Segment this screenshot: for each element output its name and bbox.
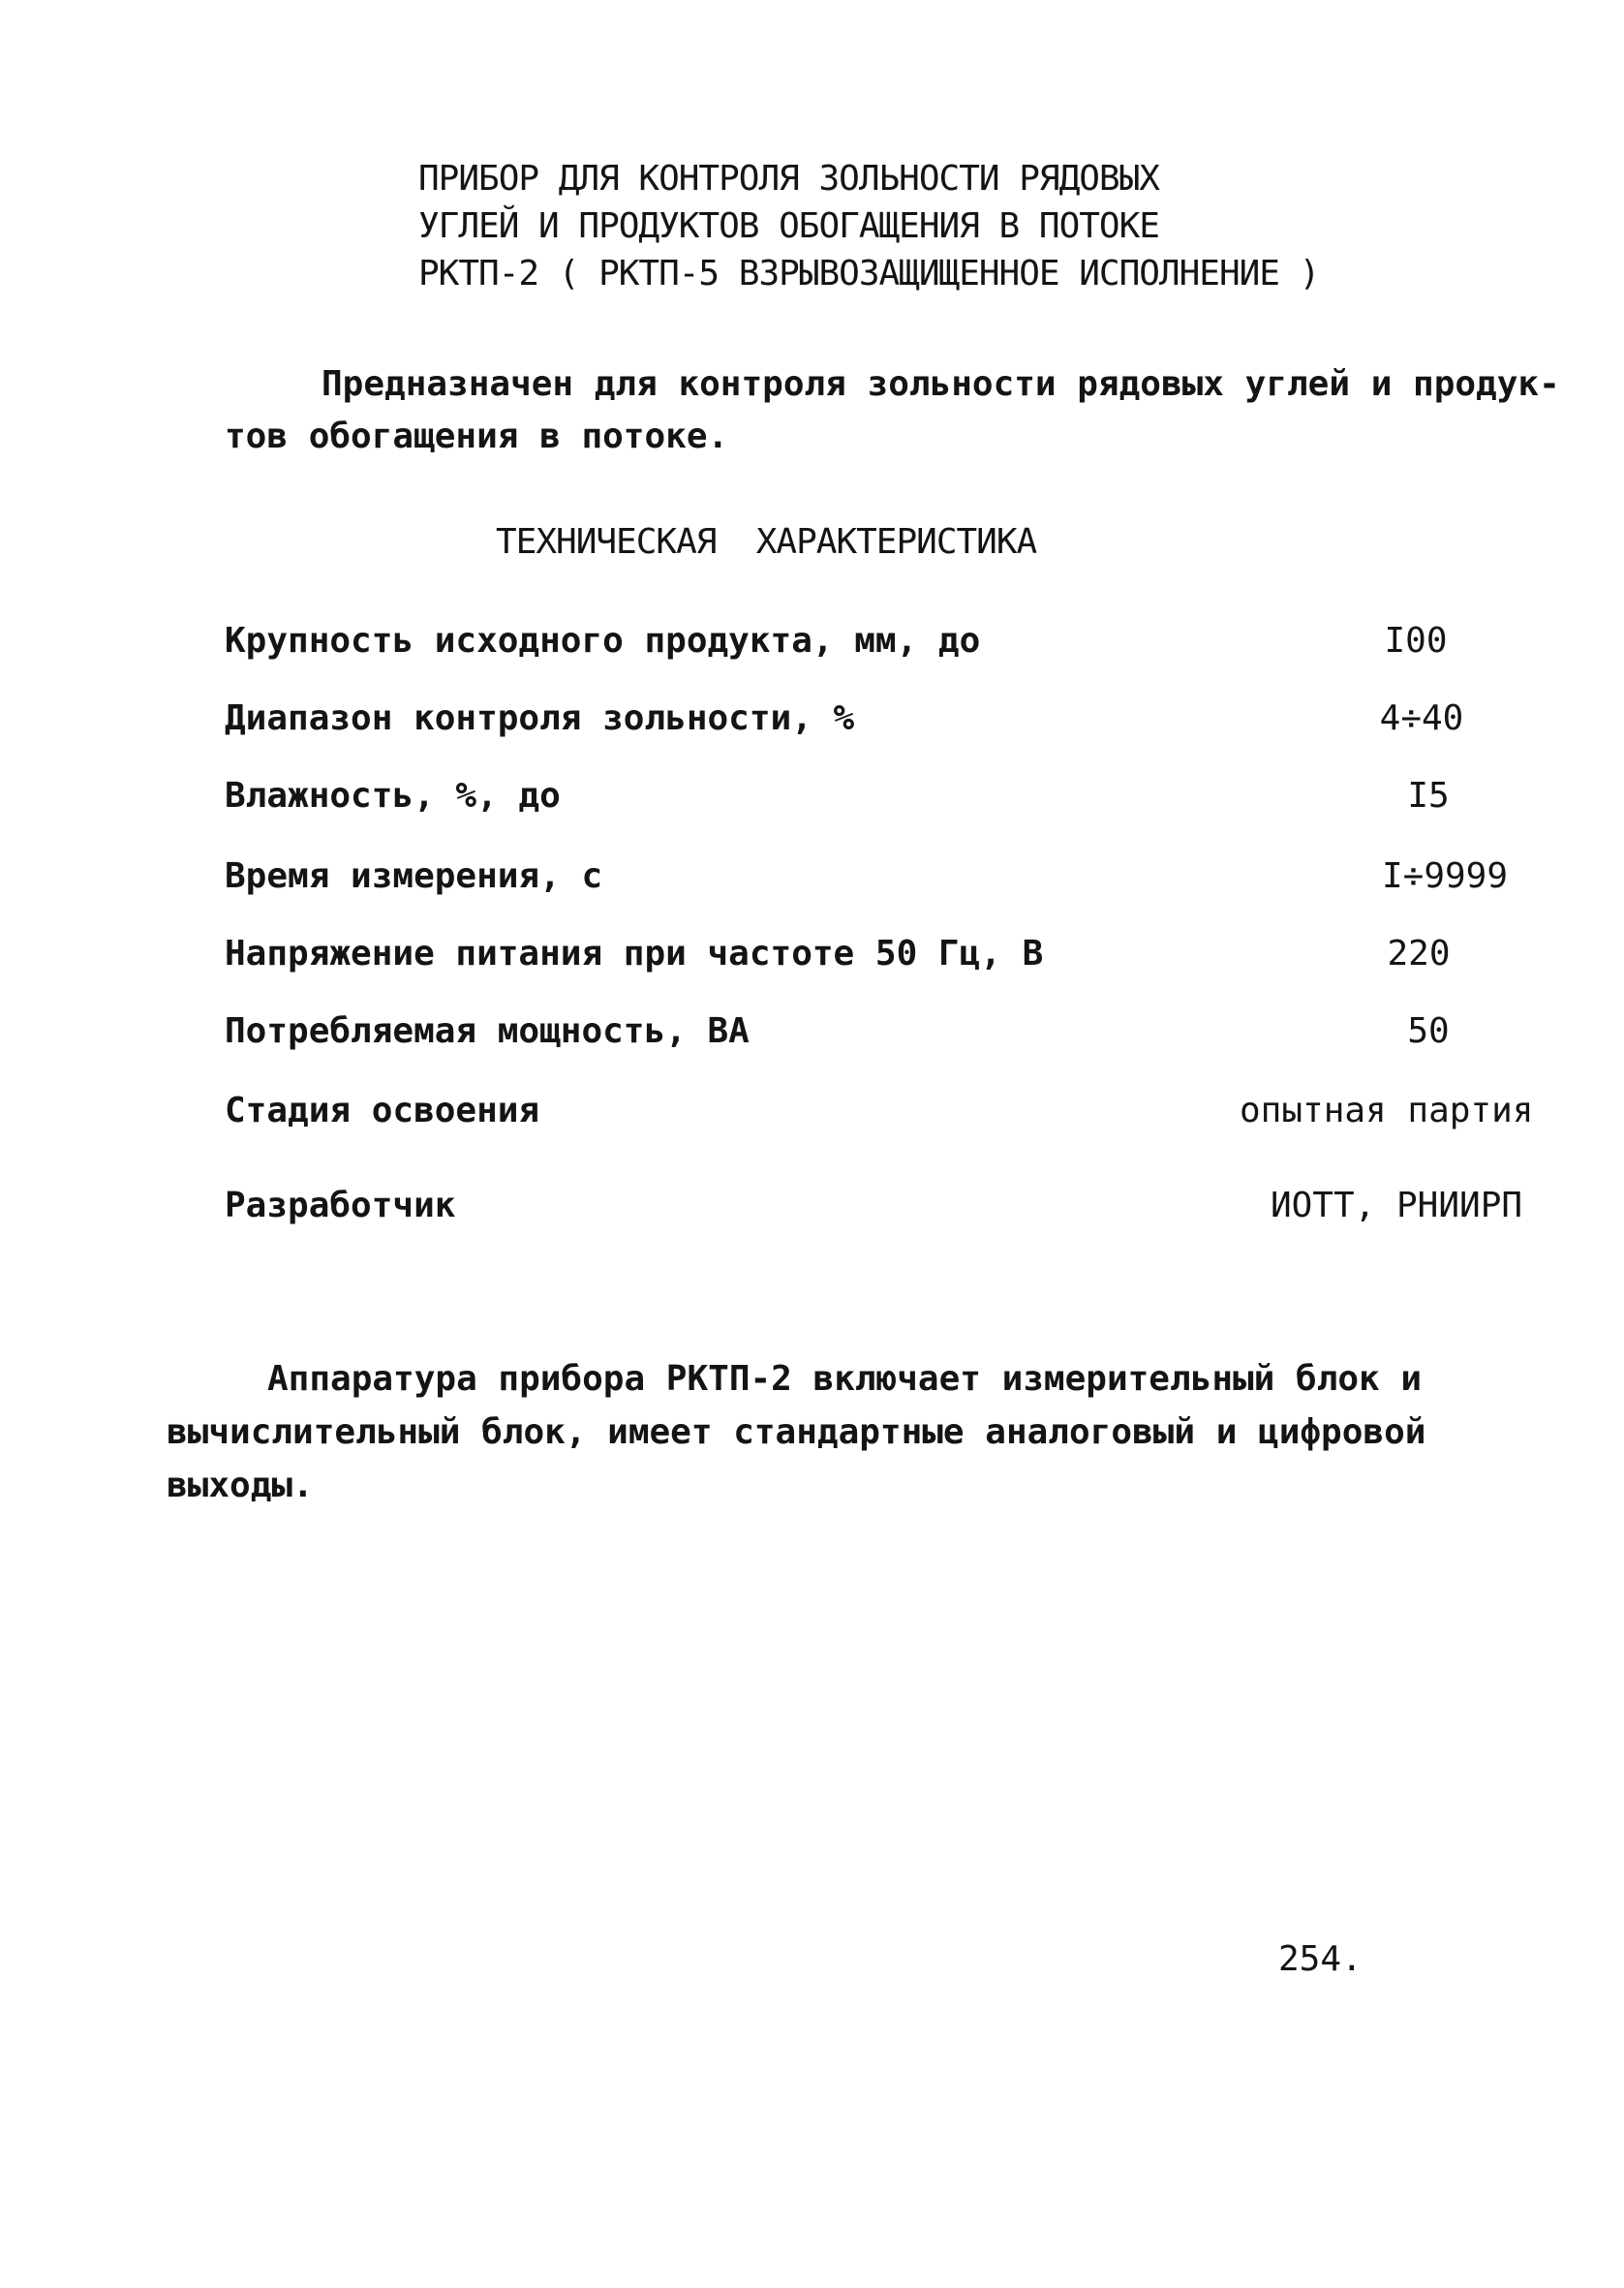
spec-row-moisture bbox=[225, 772, 1450, 820]
spec-label: Крупность исходного продукта, мм, до bbox=[225, 621, 981, 661]
spec-value: I÷9999 bbox=[1381, 856, 1509, 896]
spec-label: Разработчик bbox=[225, 1186, 456, 1225]
spec-value: опытная партия bbox=[1240, 1091, 1534, 1130]
title-line-2: УГЛЕЙ И ПРОДУКТОВ ОБОГАЩЕНИЯ В ПОТОКЕ bbox=[418, 206, 1159, 246]
spec-label: Диапазон контроля зольности, % bbox=[225, 698, 855, 738]
paragraph-line-1: Аппаратура прибора РКТП-2 включает измерительный блок и bbox=[267, 1359, 1423, 1399]
spec-label: Напряжение питания при частоте 50 Гц, В bbox=[225, 934, 1044, 974]
spec-value: I5 bbox=[1407, 776, 1450, 816]
paragraph-line-3: выходы. bbox=[167, 1466, 314, 1505]
spec-label: Время измерения, с bbox=[225, 856, 603, 896]
spec-row-measurement-time bbox=[225, 852, 1509, 901]
spec-row-ash-range bbox=[225, 695, 1464, 743]
spec-row-development-stage bbox=[225, 1087, 1534, 1135]
spec-value: 50 bbox=[1407, 1011, 1450, 1051]
document-title bbox=[418, 155, 1387, 297]
title-line-3: РКТП-2 ( РКТП-5 ВЗРЫВОЗАЩИЩЕННОЕ ИСПОЛНЕНИЕ ) bbox=[418, 254, 1320, 294]
spec-value: ИОТТ, РНИИРП bbox=[1270, 1186, 1523, 1225]
spec-label: Влажность, %, до bbox=[225, 776, 561, 816]
intro-line-1: Предназначен для контроля зольности рядовых углей и продук- bbox=[322, 364, 1560, 404]
spec-value: 4÷40 bbox=[1379, 698, 1464, 738]
spec-row-power-consumption bbox=[225, 1007, 1450, 1056]
spec-value: 220 bbox=[1387, 934, 1451, 974]
spec-label: Потребляемая мощность, ВА bbox=[225, 1011, 750, 1051]
spec-label: Стадия освоения bbox=[225, 1091, 540, 1130]
paragraph-line-2: вычислительный блок, имеет стандартные аналоговый и цифровой bbox=[167, 1412, 1426, 1452]
section-heading: ТЕХНИЧЕСКАЯ ХАРАКТЕРИСТИКА bbox=[496, 522, 1037, 562]
title-line-1: ПРИБОР ДЛЯ КОНТРОЛЯ ЗОЛЬНОСТИ РЯДОВЫХ bbox=[418, 159, 1159, 199]
spec-row-supply-voltage bbox=[225, 930, 1451, 978]
intro-paragraph bbox=[225, 358, 1560, 463]
spec-row-particle-size bbox=[225, 617, 1448, 665]
page-number: 254. bbox=[1278, 1939, 1363, 1979]
intro-line-2: тов обогащения в потоке. bbox=[225, 417, 729, 456]
description-paragraph bbox=[167, 1352, 1474, 1512]
spec-value: I00 bbox=[1384, 621, 1448, 661]
spec-row-developer bbox=[225, 1182, 1523, 1230]
